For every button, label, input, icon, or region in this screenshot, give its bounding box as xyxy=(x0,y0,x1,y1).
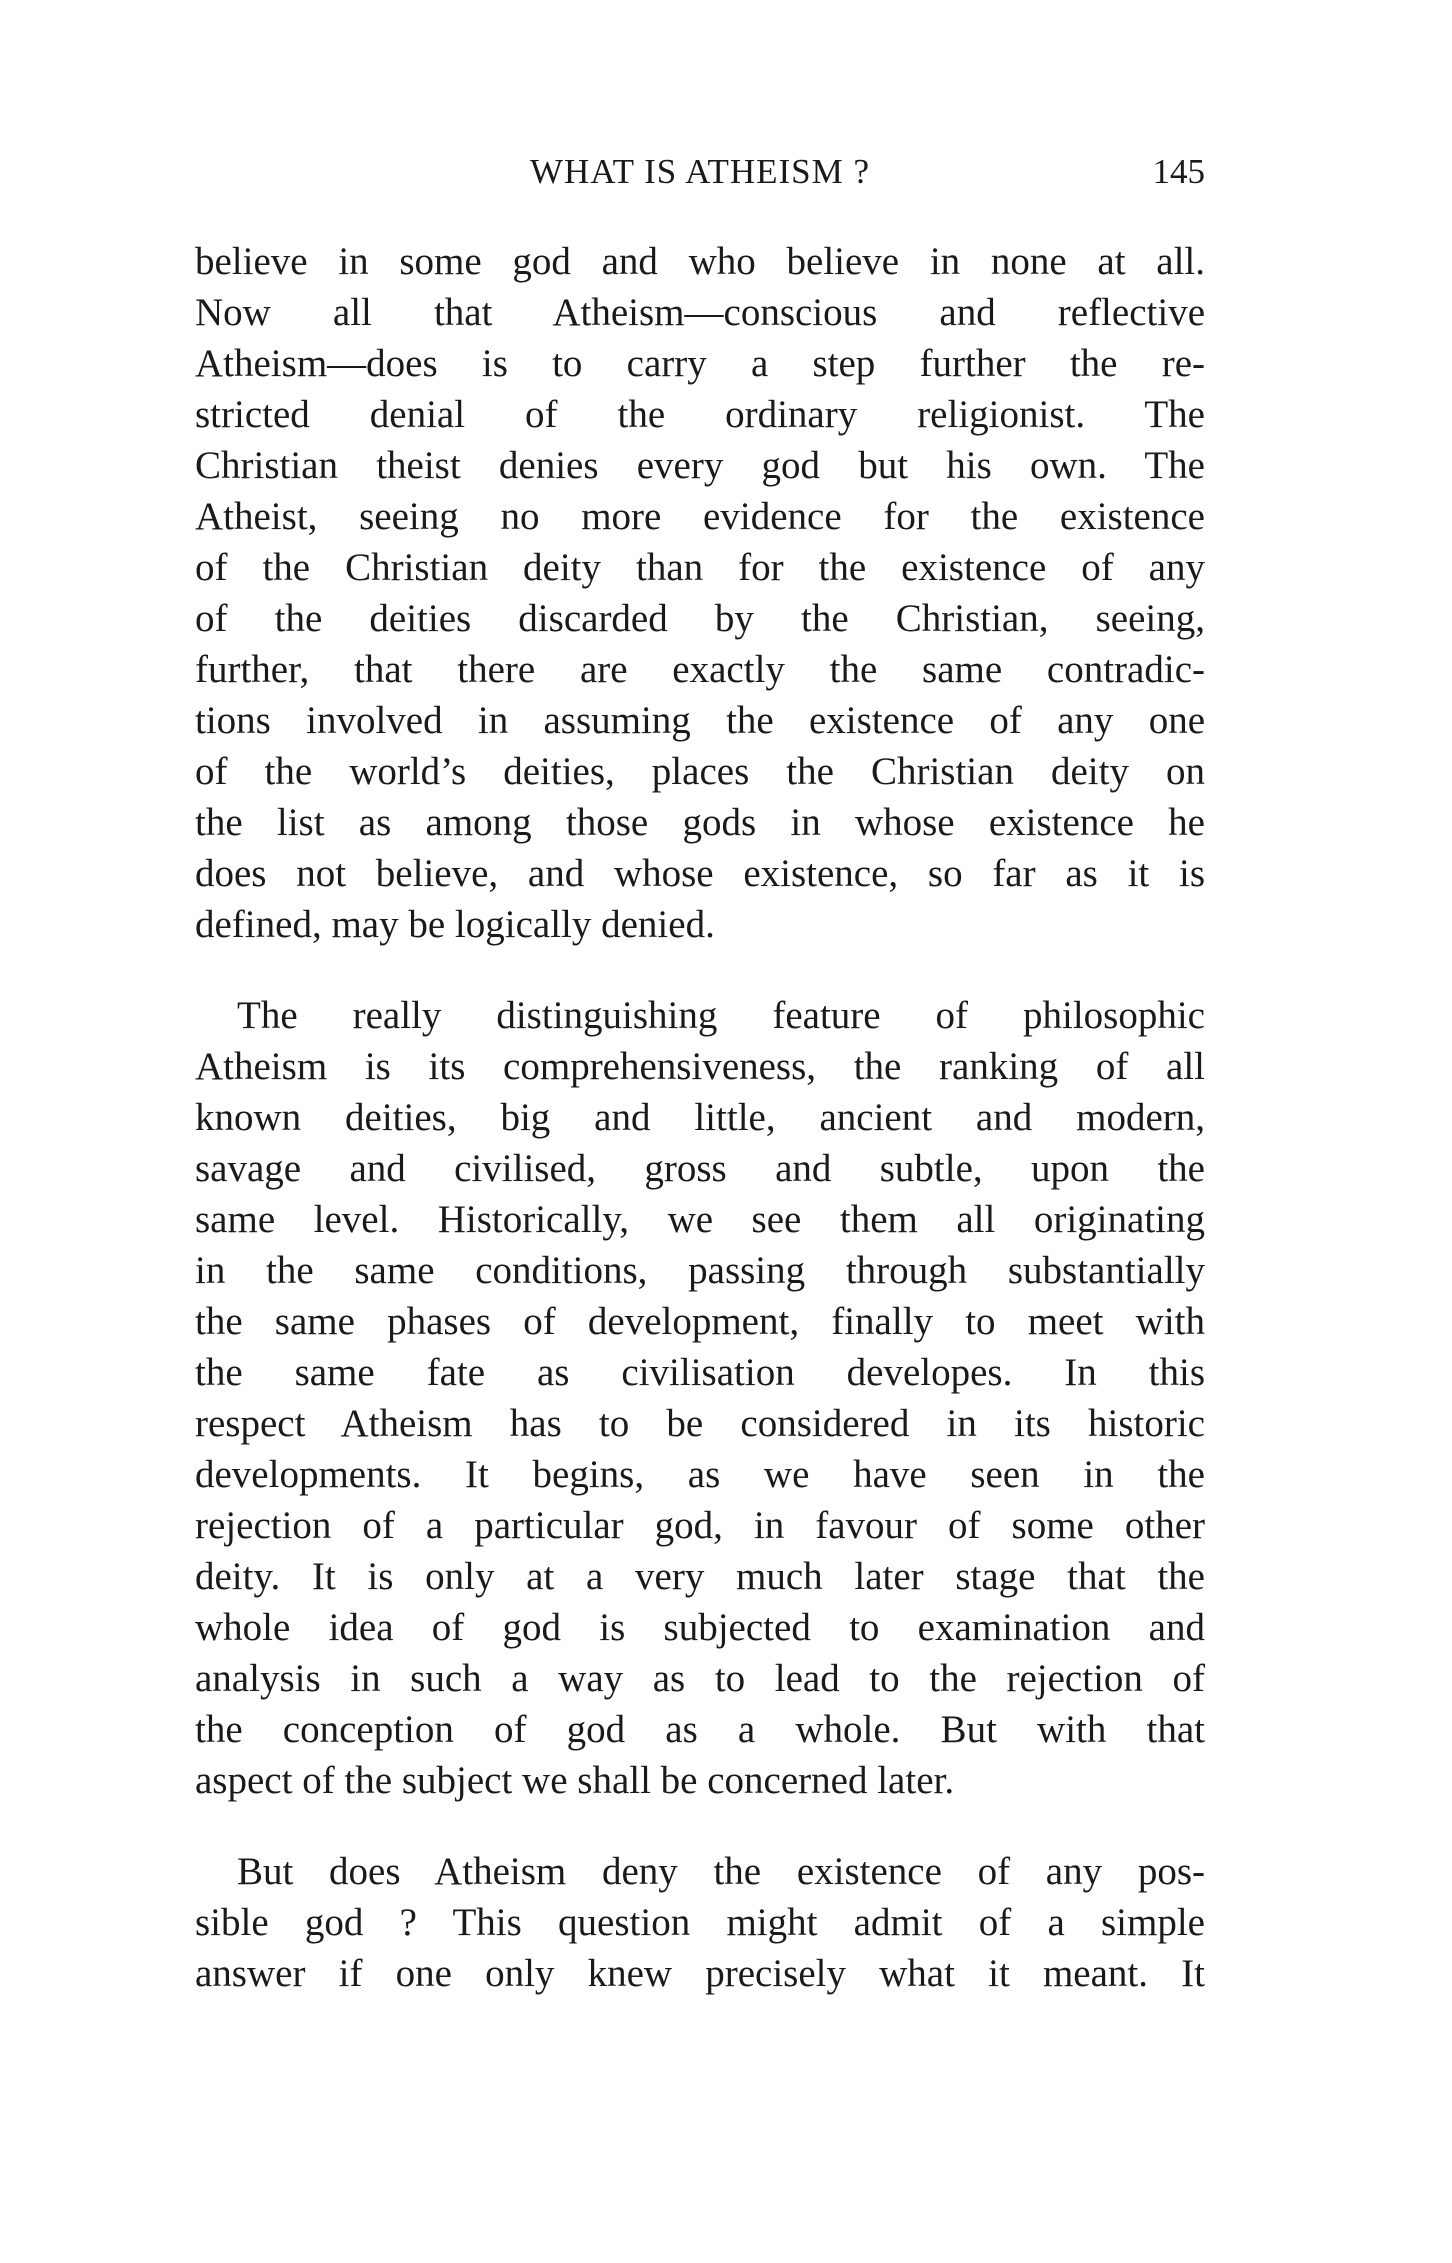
text-line: known deities, big and little, ancient and modern, xyxy=(195,1096,1205,1139)
text-line: defined, may be logically denied. xyxy=(195,903,715,946)
text-line: savage and civilised, gross and subtle, upon the xyxy=(195,1147,1205,1190)
text-line: of the Christian deity than for the existence of any xyxy=(195,546,1205,589)
text-line: The really distinguishing feature of philosophic xyxy=(237,994,1205,1037)
text-line: Atheism is its comprehensiveness, the ranking of all xyxy=(195,1045,1205,1088)
text-line: the same phases of development, finally to meet with xyxy=(195,1300,1205,1343)
text-line: further, that there are exactly the same contradic- xyxy=(195,648,1205,691)
page-number: 145 xyxy=(1152,152,1205,191)
running-title: WHAT IS ATHEISM ? xyxy=(529,152,871,191)
text-line: whole idea of god is subjected to examination and xyxy=(195,1606,1205,1649)
text-line: the list as among those gods in whose existence he xyxy=(195,801,1205,844)
text-line: the conception of god as a whole. But with that xyxy=(195,1708,1205,1751)
text-line: same level. Historically, we see them all originating xyxy=(195,1198,1205,1241)
paragraph-1 xyxy=(195,236,1205,950)
text-line: believe in some god and who believe in none at all. xyxy=(195,240,1205,283)
text-line: Christian theist denies every god but his own. The xyxy=(195,444,1205,487)
text-line: deity. It is only at a very much later stage that the xyxy=(195,1555,1205,1598)
text-line: But does Atheism deny the existence of any pos- xyxy=(237,1850,1205,1893)
body-text xyxy=(195,236,1205,1999)
text-line: tions involved in assuming the existence of any one xyxy=(195,699,1205,742)
text-line: stricted denial of the ordinary religionist. The xyxy=(195,393,1205,436)
text-line: of the deities discarded by the Christian, seeing, xyxy=(195,597,1205,640)
text-line: Atheism—does is to carry a step further the re- xyxy=(195,342,1205,385)
text-line: answer if one only knew precisely what it meant. It xyxy=(195,1952,1205,1995)
text-line: rejection of a particular god, in favour of some other xyxy=(195,1504,1205,1547)
text-line: the same fate as civilisation developes. In this xyxy=(195,1351,1205,1394)
text-line: analysis in such a way as to lead to the rejection of xyxy=(195,1657,1205,1700)
text-line: Atheist, seeing no more evidence for the existence xyxy=(195,495,1205,538)
paragraph-2 xyxy=(195,990,1205,1806)
paragraph-3 xyxy=(195,1846,1205,1999)
text-line: Now all that Atheism—conscious and reflective xyxy=(195,291,1205,334)
text-line: does not believe, and whose existence, so far as it is xyxy=(195,852,1205,895)
text-line: aspect of the subject we shall be concerned later. xyxy=(195,1759,955,1802)
text-line: developments. It begins, as we have seen in the xyxy=(195,1453,1205,1496)
running-head xyxy=(195,142,1205,202)
text-line: of the world’s deities, places the Christian deity on xyxy=(195,750,1205,793)
text-line: sible god ? This question might admit of a simple xyxy=(195,1901,1205,1944)
text-line: respect Atheism has to be considered in its historic xyxy=(195,1402,1205,1445)
text-line: in the same conditions, passing through substantially xyxy=(195,1249,1205,1292)
